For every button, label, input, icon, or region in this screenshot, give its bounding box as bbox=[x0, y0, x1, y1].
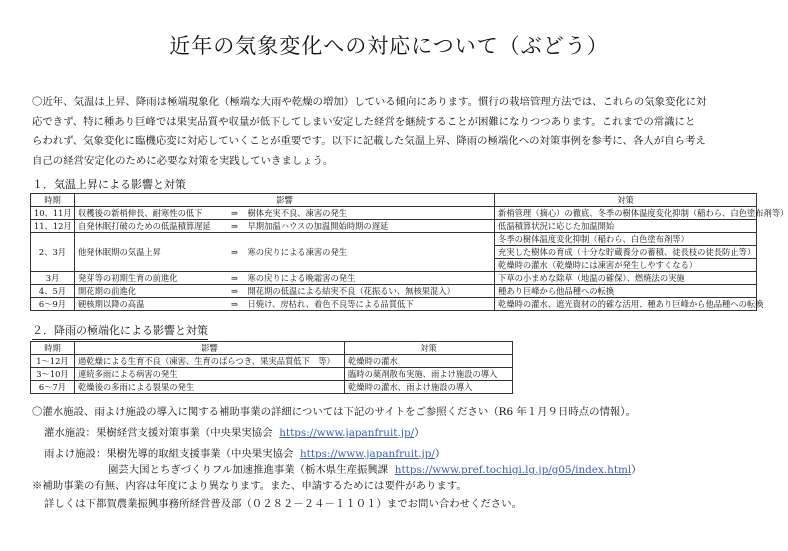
period-cell: 3月 bbox=[31, 272, 75, 285]
effect-cell: 樹体充実不良、凍害の発生 bbox=[245, 207, 495, 220]
measure-cell: 下草の小まめな除草（地温の確保）、燃焼法の実施 bbox=[495, 272, 757, 285]
table-row bbox=[31, 355, 513, 368]
irrigation-label: 灌水施設：果樹経営支援対策事業（中央果実協会 bbox=[44, 427, 273, 439]
effect-cell: 連続多雨による病害の発生 bbox=[75, 368, 345, 381]
section2-heading: ２．降雨の極端化による影響と対策 bbox=[32, 322, 208, 340]
close-paren: ） bbox=[434, 448, 446, 460]
table-header-row bbox=[31, 194, 757, 207]
irrigation-subsidy bbox=[44, 424, 425, 439]
measure-cell: 乾燥時の灌水、遮光資材の的確な活用、種あり巨峰から他品種への転換 bbox=[495, 298, 757, 311]
pref-tochigi-link[interactable]: https://www.pref.tochigi.lg.jp/g05/index.html bbox=[394, 464, 632, 476]
measure-cell: 充実した樹体の育成（十分な貯蔵養分の蓄積、徒長枝の徒長防止等） bbox=[495, 246, 757, 259]
intro-line: らわれず、気象変化に臨機応変に対応していくことが重要です。以下に記載した気温上昇、降雨の極端化への対策事例を参考に、各人が自ら考え bbox=[32, 135, 706, 147]
effect-cell: 寒の戻りによる晩霜害の発生 bbox=[245, 272, 495, 285]
intro-line: 応できず、特に種あり巨峰では果実品質や収量が低下してしまい安定した経営を継続することが困難になりつつあります。これまでの常識にと bbox=[32, 115, 696, 128]
cause-cell: 硬核期以降の高温 bbox=[75, 298, 225, 311]
intro-line: 〇近年、気温は上昇、降雨は極端現象化（極端な大雨や乾燥の増加）している傾向にあります。慣行の栽培管理方法では、これらの気象変化に対 bbox=[32, 96, 707, 108]
table-row bbox=[31, 368, 513, 381]
table-row bbox=[31, 207, 757, 220]
rainfall-table bbox=[30, 341, 513, 394]
effect-cell: 早期加温ハウスの加温開始時期の遅延 bbox=[245, 220, 495, 233]
prefecture-subsidy bbox=[108, 461, 642, 476]
header-effect: 影響 bbox=[75, 342, 345, 355]
table-row bbox=[31, 285, 757, 298]
rain-shelter-subsidy bbox=[44, 445, 445, 460]
measure-cell: 臨時の薬剤散布実施、雨よけ施設の導入 bbox=[345, 368, 513, 381]
intro-paragraph bbox=[32, 93, 752, 171]
effect-cell: 乾燥後の多雨による裂果の発生 bbox=[75, 381, 345, 394]
measure-cell: 新梢管理（摘心）の徹底、冬季の樹体温度変化抑制（稲わら、白色塗布剤等） bbox=[495, 207, 757, 220]
contact-note: 詳しくは下都賀農業振興事務所経営普及部（０２８２－２４－１１０１）までお問い合わせください。 bbox=[44, 498, 522, 510]
temperature-table bbox=[30, 193, 788, 311]
measure-cell: 乾燥時の灌水 bbox=[345, 355, 513, 368]
effect-cell: 日焼け、房枯れ、着色不良等による品質低下 bbox=[245, 298, 495, 311]
period-cell: 10、11月 bbox=[31, 207, 75, 220]
effect-cell: 開花期の低温による結実不良（花振るい、無核果混入） bbox=[245, 285, 495, 298]
japanfruit-link[interactable]: https://www.japanfruit.jp/ bbox=[279, 427, 415, 439]
period-cell: 3～10月 bbox=[31, 368, 75, 381]
cause-cell: 他発休眠期の気温上昇 bbox=[75, 233, 225, 272]
period-cell: 2、3月 bbox=[31, 233, 75, 272]
header-effect: 影響 bbox=[75, 194, 495, 207]
page-title: 近年の気象変化への対応について（ぶどう） bbox=[169, 34, 609, 58]
table-row bbox=[31, 272, 757, 285]
table-header-row bbox=[31, 342, 513, 355]
arrow-icon: ⇒ bbox=[225, 285, 245, 298]
cause-cell: 自発休眠打破のための低温積算遅延 bbox=[75, 220, 225, 233]
table-row bbox=[31, 298, 757, 311]
cause-cell: 収穫後の新梢伸長、耐寒性の低下 bbox=[75, 207, 225, 220]
intro-line: 自己の経営安定化のために必要な対策を実践していきましょう。 bbox=[32, 154, 334, 167]
arrow-icon: ⇒ bbox=[225, 220, 245, 233]
prefecture-label: 園芸大国とちぎづくりフル加速推進事業（栃木県生産振興課 bbox=[108, 464, 389, 476]
measure-cell: 乾燥時の灌水、雨よけ施設の導入 bbox=[345, 381, 513, 394]
period-cell: 6～7月 bbox=[31, 381, 75, 394]
effect-cell: 過乾燥による生育不良（凍害、生育のばらつき、果実品質低下 等） bbox=[75, 355, 345, 368]
arrow-icon: ⇒ bbox=[225, 207, 245, 220]
header-measure: 対策 bbox=[495, 194, 757, 207]
table-row bbox=[31, 381, 513, 394]
period-cell: 11、12月 bbox=[31, 220, 75, 233]
requirements-note: ※補助事業の有無、内容は年度により異なります。また、申請するためには要件があります。 bbox=[32, 480, 467, 492]
close-paren: ） bbox=[631, 464, 642, 476]
close-paren: ） bbox=[414, 427, 425, 439]
period-cell: 6～9月 bbox=[31, 298, 75, 311]
measure-cell: 低温積算状況に応じた加温開始 bbox=[495, 220, 757, 233]
arrow-icon: ⇒ bbox=[225, 233, 245, 272]
period-cell: 1～12月 bbox=[31, 355, 75, 368]
effect-cell: 寒の戻りによる凍害の発生 bbox=[245, 233, 495, 272]
table-row bbox=[31, 220, 757, 233]
section1-heading: １．気温上昇による影響と対策 bbox=[32, 176, 186, 194]
header-period: 時期 bbox=[31, 342, 75, 355]
japanfruit-link-2[interactable]: https://www.japanfruit.jp/ bbox=[299, 448, 435, 460]
rain-shelter-label: 雨よけ施設：果樹先導的取組支援事業（中央果実協会 bbox=[44, 448, 294, 460]
measure-cell: 種あり巨峰から他品種への転換 bbox=[495, 285, 757, 298]
measure-cell: 冬季の樹体温度変化抑制（稲わら、白色塗布剤等） bbox=[495, 233, 757, 246]
cause-cell: 発芽等の初期生育の前進化 bbox=[75, 272, 225, 285]
arrow-icon: ⇒ bbox=[225, 298, 245, 311]
measure-cell: 乾燥時の灌水（乾燥時には凍害が発生しやすくなる） bbox=[495, 259, 757, 272]
subsidy-note: 〇灌水施設、雨よけ施設の導入に関する補助事業の詳細については下記のサイトをご参照ください（R6 年１月９日時点の情報）。 bbox=[32, 406, 636, 418]
cause-cell: 開花期の前進化 bbox=[75, 285, 225, 298]
period-cell: 4、5月 bbox=[31, 285, 75, 298]
table-row bbox=[31, 233, 757, 246]
header-period: 時期 bbox=[31, 194, 75, 207]
header-measure: 対策 bbox=[345, 342, 513, 355]
arrow-icon: ⇒ bbox=[225, 272, 245, 285]
